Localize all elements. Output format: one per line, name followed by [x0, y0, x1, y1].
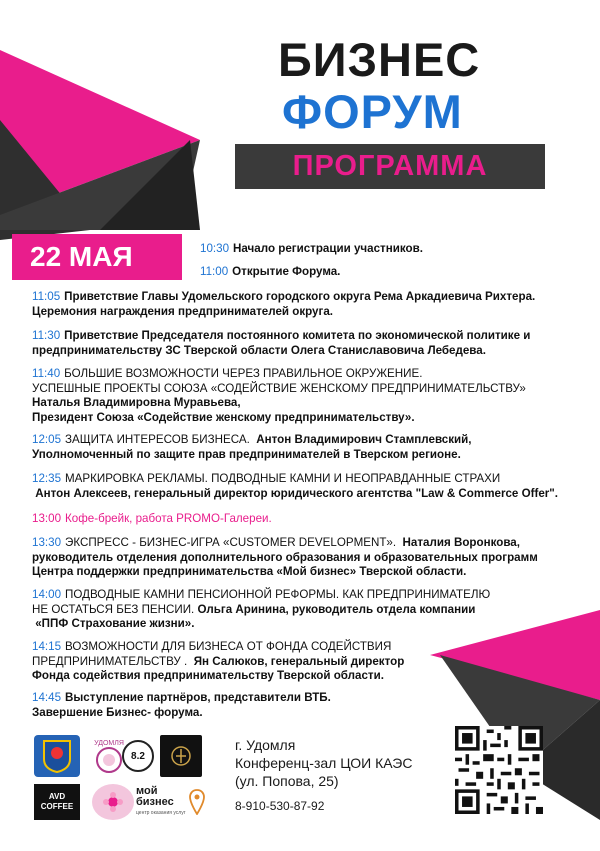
item-caps: ЗАЩИТА ИНТЕРЕСОВ БИЗНЕСА. [65, 433, 250, 446]
program-item-1445 [32, 691, 577, 720]
item-text: Церемония награждения предпринимателей округа. [32, 304, 334, 318]
item-text: Ольга Аринина, руководитель отдела компании [197, 602, 476, 616]
item-text: Начало регистрации участников. [233, 242, 423, 255]
item-text: Уполномоченный по защите прав предпринимателей в Тверском регионе. [32, 447, 461, 461]
time: 12:05 [32, 433, 62, 446]
udomlya-text: УДОМЛЯ [94, 739, 124, 747]
item-text: «ППФ Страхование жизни». [35, 617, 195, 630]
avd-text: AVD [48, 792, 66, 801]
item-text: Наталия Воронкова, [402, 536, 520, 549]
item-caps: УСПЕШНЫЕ ПРОЕКТЫ СОЮЗА «СОДЕЙСТВИЕ ЖЕНСКОМУ ПРЕДПРИНИМАТЕЛЬСТВУ» [32, 381, 526, 395]
item-text: Открытие Форума. [232, 265, 341, 278]
item-text: Ян Салюков, генеральный директор [193, 654, 405, 668]
map-pin-icon [189, 789, 205, 815]
program-item-1140 [32, 367, 577, 425]
time: 14:45 [32, 691, 62, 704]
eight-two-text: 8.2 [122, 740, 154, 772]
program-item-1030 [200, 242, 600, 257]
moy-biznes-logo [136, 784, 192, 820]
moy-text: мой [136, 784, 158, 797]
program-item-1415 [32, 640, 577, 684]
program-item-1235 [32, 472, 577, 501]
item-caps: ПОДВОДНЫЕ КАМНИ ПЕНСИОННОЙ РЕФОРМЫ. КАК ПРЕДПРИНИМАТЕЛЮ [65, 588, 491, 601]
date-badge [12, 234, 182, 280]
time: 12:35 [32, 472, 62, 485]
program-item-1105 [32, 290, 577, 319]
phone: 8-910-530-87-92 [235, 799, 325, 813]
program-item-1130 [32, 329, 577, 358]
emblem-icon [169, 744, 193, 768]
dark-partner-logo [160, 735, 202, 777]
program-item-1300 [32, 512, 577, 527]
coat-of-arms-logo [34, 735, 80, 777]
item-text: Президент Союза «Содействие женскому предпринимательству». [32, 410, 415, 424]
biznes-text: бизнес [136, 795, 174, 808]
flower-icon [102, 791, 124, 813]
time: 11:05 [32, 290, 61, 303]
item-text: Центра поддержки предпринимательства «Мой бизнес» Тверской области. [32, 565, 467, 578]
center-text: центр оказания услуг [136, 809, 186, 816]
item-text: Антон Алексеев, генеральный директор юридического агентства "Law & Commerce Offer". [35, 486, 558, 500]
time: 14:00 [32, 588, 62, 601]
time: 10:30 [200, 242, 230, 255]
item-text: Наталья Владимировна Муравьева, [32, 396, 241, 409]
item-text: Завершение Бизнес- форума. [32, 705, 203, 719]
program-item-1400 [32, 588, 577, 632]
eight-two-logo [118, 735, 158, 777]
item-text: Приветствие Председателя постоянного комитета по экономической политике и [64, 329, 531, 342]
item-text: Кофе-брейк, работа PROMO-Галереи. [65, 512, 272, 525]
program-item-1100 [200, 265, 600, 280]
program-banner [235, 144, 545, 189]
item-text: Антон Владимирович Стамплевский, [256, 433, 472, 446]
address: (ул. Попова, 25) [235, 773, 339, 789]
location-pin-logo [188, 784, 206, 820]
item-caps: НЕ ОСТАТЬСЯ БЕЗ ПЕНСИИ. [32, 602, 195, 616]
program-item-1330 [32, 536, 577, 580]
avd-coffee-logo [34, 784, 80, 820]
item-caps: ПРЕДПРИНИМАТЕЛЬСТВУ . [32, 654, 188, 668]
qr-code-icon[interactable] [455, 726, 543, 814]
title-business: БИЗНЕС [278, 33, 481, 86]
program-label: ПРОГРАММА [292, 150, 488, 182]
coffee-text: COFFEE [40, 802, 74, 811]
item-caps: МАРКИРОВКА РЕКЛАМЫ. ПОДВОДНЫЕ КАМНИ И НЕОПРАВДАННЫЕ СТРАХИ [65, 472, 501, 485]
item-caps: БОЛЬШИЕ ВОЗМОЖНОСТИ ЧЕРЕЗ ПРАВИЛЬНОЕ ОКРУЖЕНИЕ. [64, 367, 423, 380]
time: 11:00 [200, 265, 229, 278]
item-text: Фонда содействия предпринимательству Тверской области. [32, 669, 384, 682]
item-text: предпринимательству ЗС Тверской области Олега Станиславовича Лебедева. [32, 343, 486, 357]
venue: Конференц-зал ЦОИ КАЭС [235, 755, 413, 771]
item-caps: ВОЗМОЖНОСТИ ДЛЯ БИЗНЕСА ОТ ФОНДА СОДЕЙСТВИЯ [65, 640, 392, 653]
time: 13:00 [32, 512, 62, 525]
item-text: Выступление партнёров, представители ВТБ. [65, 691, 331, 704]
title-forum: ФОРУМ [282, 85, 463, 138]
time: 13:30 [32, 536, 62, 549]
item-text: Приветствие Главы Удомельского городского округа Рема Аркадиевича Рихтера. [64, 290, 536, 303]
item-caps: ЭКСПРЕСС - БИЗНЕС-ИГРА «CUSTOMER DEVELOPMENT». [65, 536, 397, 549]
time: 11:30 [32, 329, 61, 342]
pink-round-logo [92, 784, 134, 820]
shield-icon [42, 739, 72, 773]
date-label: 22 МАЯ [30, 241, 133, 272]
city: г. Удомля [235, 737, 296, 753]
program-item-1205 [32, 433, 577, 462]
time: 14:15 [32, 640, 62, 653]
item-text: руководитель отделения дополнительного образования и образовательных программ [32, 550, 538, 564]
time: 11:40 [32, 367, 61, 380]
